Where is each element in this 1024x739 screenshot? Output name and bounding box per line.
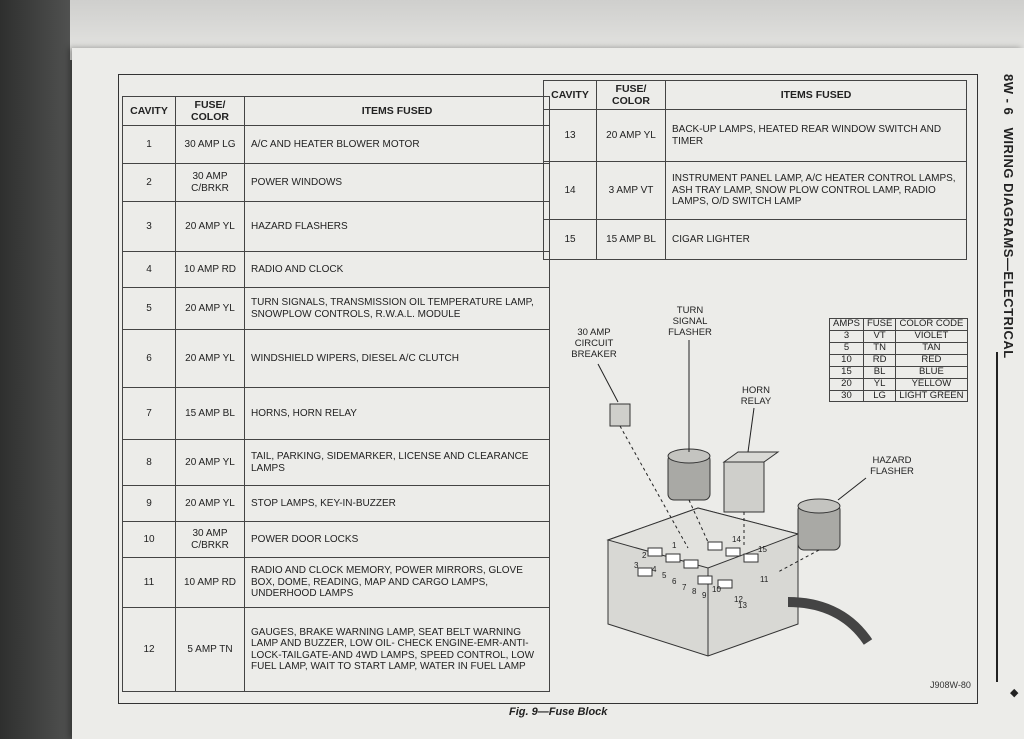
color-code-fuse: VT bbox=[863, 330, 895, 342]
cavity-cell: 12 bbox=[123, 608, 176, 692]
color-code-color: TAN bbox=[896, 342, 967, 354]
color-code-header bbox=[830, 319, 968, 331]
svg-text:12: 12 bbox=[734, 595, 743, 604]
items-fused-cell: CIGAR LIGHTER bbox=[666, 220, 967, 260]
color-code-fuse: RD bbox=[863, 354, 895, 366]
fuse-color-cell: 30 AMP LG bbox=[176, 126, 245, 164]
fuse-color-cell: 15 AMP BL bbox=[597, 220, 666, 260]
color-code-amps: 30 bbox=[830, 390, 864, 402]
cavity-cell: 3 bbox=[123, 202, 176, 252]
svg-text:14: 14 bbox=[732, 535, 741, 544]
page-marker-icon: ◆ bbox=[1010, 687, 1019, 699]
cavity-cell: 15 bbox=[544, 220, 597, 260]
color-header-fuse: FUSE bbox=[863, 319, 895, 331]
table-row bbox=[123, 486, 550, 522]
color-code-amps: 5 bbox=[830, 342, 864, 354]
svg-text:15: 15 bbox=[758, 545, 767, 554]
fuse-color-cell: 20 AMP YL bbox=[176, 288, 245, 330]
fuse-color-cell: 20 AMP YL bbox=[597, 110, 666, 162]
hazard-flasher-label: HAZARD FLASHER bbox=[870, 455, 914, 477]
svg-text:2: 2 bbox=[642, 551, 647, 560]
items-fused-cell: HAZARD FLASHERS bbox=[245, 202, 550, 252]
cavity-cell: 1 bbox=[123, 126, 176, 164]
color-code-fuse: YL bbox=[863, 378, 895, 390]
cavity-cell: 14 bbox=[544, 162, 597, 220]
cavity-cell: 8 bbox=[123, 440, 176, 486]
color-code-color: BLUE bbox=[896, 366, 967, 378]
color-code-amps: 15 bbox=[830, 366, 864, 378]
svg-text:6: 6 bbox=[672, 577, 677, 586]
book-binding-shadow bbox=[0, 0, 72, 739]
turn-flasher-label: TURN SIGNAL FLASHER bbox=[668, 305, 712, 338]
table-row bbox=[544, 110, 967, 162]
color-code-fuse: LG bbox=[863, 390, 895, 402]
table-row bbox=[123, 440, 550, 486]
svg-text:3: 3 bbox=[634, 561, 639, 570]
color-code-color: LIGHT GREEN bbox=[896, 390, 967, 402]
svg-text:8: 8 bbox=[692, 587, 697, 596]
header-cavity: CAVITY bbox=[123, 97, 176, 126]
fuse-color-cell: 10 AMP RD bbox=[176, 252, 245, 288]
breaker-label: 30 AMP CIRCUIT BREAKER bbox=[571, 327, 617, 360]
fuse-table-right bbox=[543, 80, 967, 260]
items-fused-cell: BACK-UP LAMPS, HEATED REAR WINDOW SWITCH AND TIMER bbox=[666, 110, 967, 162]
fuse-color-cell: 10 AMP RD bbox=[176, 558, 245, 608]
cavity-cell: 10 bbox=[123, 522, 176, 558]
table-row bbox=[123, 288, 550, 330]
fuse-color-cell: 20 AMP YL bbox=[176, 330, 245, 388]
horn-relay-label: HORN RELAY bbox=[740, 385, 772, 407]
header-cavity: CAVITY bbox=[544, 81, 597, 110]
section-title: WIRING DIAGRAMS—ELECTRICAL bbox=[1001, 127, 1016, 359]
cavity-cell: 6 bbox=[123, 330, 176, 388]
fuse-table-left bbox=[122, 96, 550, 692]
header-rule bbox=[996, 352, 998, 682]
fuse-color-cell: 20 AMP YL bbox=[176, 486, 245, 522]
table-header-row bbox=[123, 97, 550, 126]
items-fused-cell: RADIO AND CLOCK MEMORY, POWER MIRRORS, GLOVE BOX, DOME, READING, MAP AND CARGO LAMPS, UNDERHOOD LAMPS bbox=[245, 558, 550, 608]
color-code-color: VIOLET bbox=[896, 330, 967, 342]
color-code-color: RED bbox=[896, 354, 967, 366]
color-code-fuse: BL bbox=[863, 366, 895, 378]
fuse-color-cell: 5 AMP TN bbox=[176, 608, 245, 692]
fuse-color-cell: 3 AMP VT bbox=[597, 162, 666, 220]
table-row bbox=[123, 202, 550, 252]
svg-text:10: 10 bbox=[712, 585, 721, 594]
section-header bbox=[976, 74, 1016, 374]
color-code-row bbox=[830, 342, 968, 354]
color-code-row bbox=[830, 330, 968, 342]
color-code-row bbox=[830, 366, 968, 378]
fuse-color-cell: 15 AMP BL bbox=[176, 388, 245, 440]
header-fuse-color: FUSE/ COLOR bbox=[176, 97, 245, 126]
table-row bbox=[544, 162, 967, 220]
table-row bbox=[123, 126, 550, 164]
fuse-color-cell: 20 AMP YL bbox=[176, 202, 245, 252]
color-code-amps: 3 bbox=[830, 330, 864, 342]
items-fused-cell: A/C AND HEATER BLOWER MOTOR bbox=[245, 126, 550, 164]
items-fused-cell: WINDSHIELD WIPERS, DIESEL A/C CLUTCH bbox=[245, 330, 550, 388]
color-header-code: COLOR CODE bbox=[896, 319, 967, 331]
fuse-color-cell: 20 AMP YL bbox=[176, 440, 245, 486]
table-row bbox=[123, 608, 550, 692]
header-fuse-color: FUSE/ COLOR bbox=[597, 81, 666, 110]
items-fused-cell: GAUGES, BRAKE WARNING LAMP, SEAT BELT WARNING LAMP AND BUZZER, LOW OIL- CHECK ENGINE-EMR-ANTI-LOCK-TAILGATE-AND 4WD LAMPS, SPEED CONTROL, LOW FUEL LAMP, WAIT TO START LAMP, WATER IN FUEL LAMP bbox=[245, 608, 550, 692]
cavity-cell: 9 bbox=[123, 486, 176, 522]
color-code-table bbox=[829, 318, 968, 402]
part-number: J908W-80 bbox=[930, 680, 971, 690]
svg-text:1: 1 bbox=[672, 541, 677, 550]
svg-text:4: 4 bbox=[652, 565, 657, 574]
color-header-amps: AMPS bbox=[830, 319, 864, 331]
table-row bbox=[123, 252, 550, 288]
svg-text:13: 13 bbox=[738, 601, 747, 610]
items-fused-cell: INSTRUMENT PANEL LAMP, A/C HEATER CONTROL LAMPS, ASH TRAY LAMP, SNOW PLOW CONTROL LAMP, RADIO LAMPS, O/D SWITCH LAMP bbox=[666, 162, 967, 220]
fuse-color-cell: 30 AMP C/BRKR bbox=[176, 164, 245, 202]
svg-text:7: 7 bbox=[682, 583, 687, 592]
color-code-color: YELLOW bbox=[896, 378, 967, 390]
page-id: 8W - 6 bbox=[1001, 74, 1016, 116]
figure-caption: Fig. 9—Fuse Block bbox=[509, 706, 608, 718]
svg-text:11: 11 bbox=[760, 575, 769, 584]
color-code-row bbox=[830, 354, 968, 366]
header-items-fused: ITEMS FUSED bbox=[666, 81, 967, 110]
items-fused-cell: RADIO AND CLOCK bbox=[245, 252, 550, 288]
items-fused-cell: TURN SIGNALS, TRANSMISSION OIL TEMPERATURE LAMP, SNOWPLOW CONTROLS, R.W.A.L. MODULE bbox=[245, 288, 550, 330]
fuse-color-cell: 30 AMP C/BRKR bbox=[176, 522, 245, 558]
svg-text:5: 5 bbox=[662, 571, 667, 580]
color-code-fuse: TN bbox=[863, 342, 895, 354]
svg-text:9: 9 bbox=[702, 591, 707, 600]
table-row bbox=[123, 164, 550, 202]
table-row bbox=[123, 558, 550, 608]
cavity-cell: 4 bbox=[123, 252, 176, 288]
table-header-row bbox=[544, 81, 967, 110]
cavity-cell: 11 bbox=[123, 558, 176, 608]
items-fused-cell: TAIL, PARKING, SIDEMARKER, LICENSE AND CLEARANCE LAMPS bbox=[245, 440, 550, 486]
color-code-amps: 20 bbox=[830, 378, 864, 390]
table-row bbox=[123, 330, 550, 388]
color-code-row bbox=[830, 378, 968, 390]
cavity-cell: 2 bbox=[123, 164, 176, 202]
items-fused-cell: STOP LAMPS, KEY-IN-BUZZER bbox=[245, 486, 550, 522]
table-row bbox=[123, 522, 550, 558]
cavity-cell: 7 bbox=[123, 388, 176, 440]
cavity-cell: 5 bbox=[123, 288, 176, 330]
table-row bbox=[544, 220, 967, 260]
cavity-cell: 13 bbox=[544, 110, 597, 162]
items-fused-cell: POWER DOOR LOCKS bbox=[245, 522, 550, 558]
items-fused-cell: HORNS, HORN RELAY bbox=[245, 388, 550, 440]
header-items-fused: ITEMS FUSED bbox=[245, 97, 550, 126]
items-fused-cell: POWER WINDOWS bbox=[245, 164, 550, 202]
table-row bbox=[123, 388, 550, 440]
color-code-amps: 10 bbox=[830, 354, 864, 366]
color-code-row bbox=[830, 390, 968, 402]
